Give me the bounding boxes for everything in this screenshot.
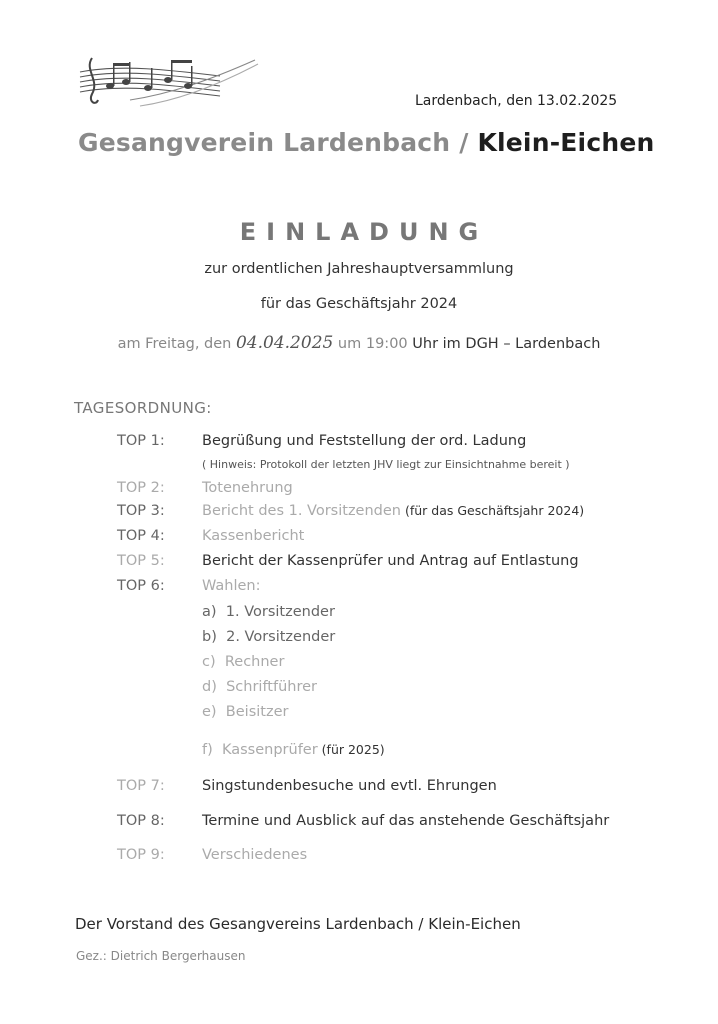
top-label: TOP 4: xyxy=(117,528,165,544)
date-line: Lardenbach, den 13.02.2025 xyxy=(415,93,618,109)
club-name-part1: Gesangverein Lardenbach / xyxy=(78,128,478,157)
top-label: TOP 2: xyxy=(117,480,165,496)
line3-prefix: am Freitag, den xyxy=(117,336,236,352)
election-item: c) Rechner xyxy=(202,654,285,670)
top-label: TOP 9: xyxy=(117,847,165,863)
club-name xyxy=(78,128,655,157)
election-item: a) 1. Vorsitzender xyxy=(202,604,335,620)
top-text: Bericht der Kassenprüfer und Antrag auf Entlastung xyxy=(202,553,579,569)
top-text: Termine und Ausblick auf das anstehende Geschäftsjahr xyxy=(202,813,610,829)
meeting-date: 04.04.2025 xyxy=(235,333,334,353)
election-item: f) Kassenprüfer (für 2025) xyxy=(202,742,385,758)
top-text xyxy=(202,847,307,863)
line3-time: um 19:00 xyxy=(333,336,413,352)
top-label: TOP 5: xyxy=(117,553,165,569)
top-text xyxy=(202,480,293,496)
top-label: TOP 8: xyxy=(117,813,165,829)
top-text: Begrüßung und Feststellung der ord. Ladung xyxy=(202,433,527,449)
election-item: b) 2. Vorsitzender xyxy=(202,629,336,645)
footer-line: Der Vorstand des Gesangvereins Lardenbach / Klein-Eichen xyxy=(75,915,521,933)
invitation-line2: für das Geschäftsjahr 2024 xyxy=(260,296,458,312)
line3-suffix: Uhr im DGH – Lardenbach xyxy=(412,336,601,352)
top-text-main: Totenehrung xyxy=(202,480,293,496)
top1-note: ( Hinweis: Protokoll der letzten JHV liegt zur Einsichtnahme bereit ) xyxy=(202,458,570,471)
top-label: TOP 7: xyxy=(117,778,165,794)
signature: Gez.: Dietrich Bergerhausen xyxy=(76,949,246,963)
top-label: TOP 1: xyxy=(117,433,165,449)
music-notes-icon xyxy=(70,50,260,112)
top-text xyxy=(202,528,304,544)
top-text xyxy=(202,578,261,594)
election-item: d) Schriftführer xyxy=(202,679,317,695)
top-label: TOP 6: xyxy=(117,578,165,594)
top-text-main: Verschiedenes xyxy=(202,847,308,863)
top-text: Singstundenbesuche und evtl. Ehrungen xyxy=(202,778,497,794)
top-text xyxy=(202,503,584,519)
top-label: TOP 3: xyxy=(117,503,165,519)
top-text-main: Bericht des 1. Vorsitzenden xyxy=(202,503,401,519)
invitation-line1: zur ordentlichen Jahreshauptversammlung xyxy=(204,261,514,277)
invitation-line3 xyxy=(0,333,718,353)
invitation-title: EINLADUNG xyxy=(239,218,489,246)
agenda-heading: TAGESORDNUNG: xyxy=(74,399,212,417)
top-text-main: Kassenbericht xyxy=(202,528,305,544)
election-item: e) Beisitzer xyxy=(202,704,289,720)
club-name-part2: Klein-Eichen xyxy=(477,128,655,157)
top-text-main: Wahlen: xyxy=(202,578,261,594)
top-text-extra: (für das Geschäftsjahr 2024) xyxy=(400,503,585,518)
